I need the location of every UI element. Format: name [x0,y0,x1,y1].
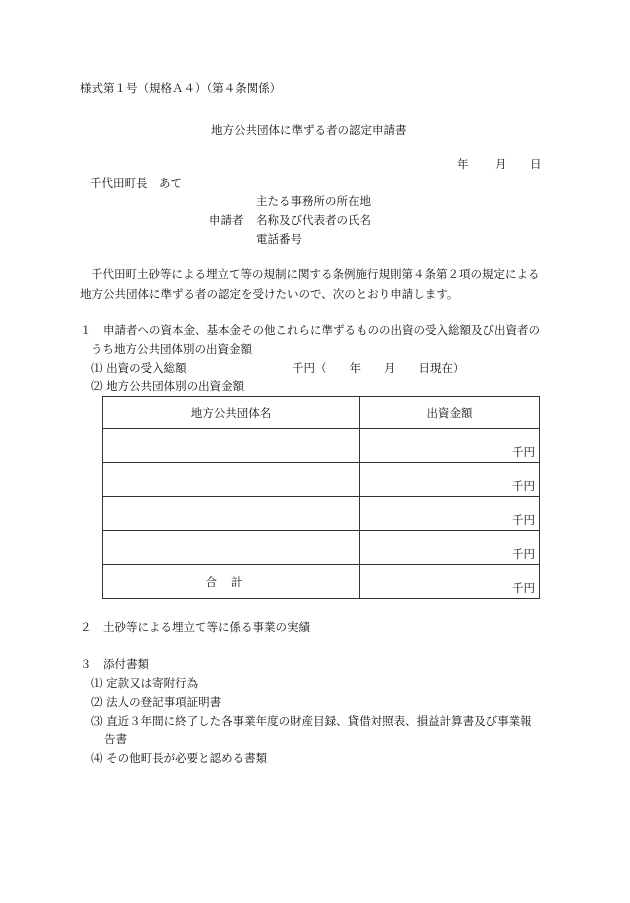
section1-heading-line-2: うち地方公共団体別の出資金額 [91,342,252,356]
cell-amount-unit[interactable]: 千円 [360,463,540,497]
applicant-name-rep-label: 名称及び代表者の氏名 [256,213,371,227]
table-total-row [103,565,540,599]
header-contribution-amount: 出資金額 [360,397,540,429]
section2-heading: ２ 土砂等による埋立て等に係る事業の実績 [80,620,310,634]
document-title: 地方公共団体に準ずる者の認定申請書 [211,123,407,137]
addressee: 千代田町長 あて [90,176,182,190]
header-local-government-name: 地方公共団体名 [103,397,360,429]
section1-item2-label: ⑵ 地方公共団体別の出資金額 [91,379,245,393]
attachment-item: ⑴ 定款又は寄附行為 [91,676,199,690]
cell-amount-unit[interactable]: 千円 [360,531,540,565]
table-row [103,497,540,531]
table-row [103,429,540,463]
attachment-item: ⑶ 直近３年間に終了した各事業年度の財産目録、貸借対照表、損益計算書及び事業報 [91,714,532,728]
cell-amount-unit[interactable]: 千円 [360,429,540,463]
section1-heading-line-1: １ 申請者への資本金、基本金その他これらに準ずるものの出資の受入総額及び出資者の [80,323,540,337]
total-label: 合計 [103,565,360,599]
cell-government-name[interactable] [103,429,360,463]
cell-government-name[interactable] [103,531,360,565]
date-month-label: 月 [495,157,507,171]
cell-government-name[interactable] [103,463,360,497]
section1-item1-value: 千円（ 年 月 日現在） [292,361,465,375]
attachment-item: ⑷ その他町長が必要と認める書類 [91,751,268,765]
date-day-label: 日 [530,157,542,171]
date-year-label: 年 [457,157,469,171]
section1-item1-label: ⑴ 出資の受入総額 [91,361,187,375]
table-row [103,531,540,565]
attachment-item-continued: 告書 [104,732,127,746]
table-row [103,463,540,497]
applicant-phone-label: 電話番号 [256,232,302,246]
cell-amount-unit[interactable]: 千円 [360,497,540,531]
total-amount-unit[interactable]: 千円 [360,565,540,599]
intro-line-1: 千代田町土砂等による埋立て等の規制に関する条例施行規則第４条第２項の規定による [91,267,540,281]
contribution-table [102,396,540,599]
applicant-label: 申請者 [209,213,244,227]
form-number: 様式第１号（規格Ａ４）（第４条関係） [80,81,282,95]
section3-heading: ３ 添付書類 [80,657,149,671]
applicant-office-address-label: 主たる事務所の所在地 [256,194,371,208]
table-header-row [103,397,540,429]
cell-government-name[interactable] [103,497,360,531]
attachment-item: ⑵ 法人の登記事項証明書 [91,695,222,709]
intro-line-2: 地方公共団体に準ずる者の認定を受けたいので、次のとおり申請します。 [80,287,459,301]
